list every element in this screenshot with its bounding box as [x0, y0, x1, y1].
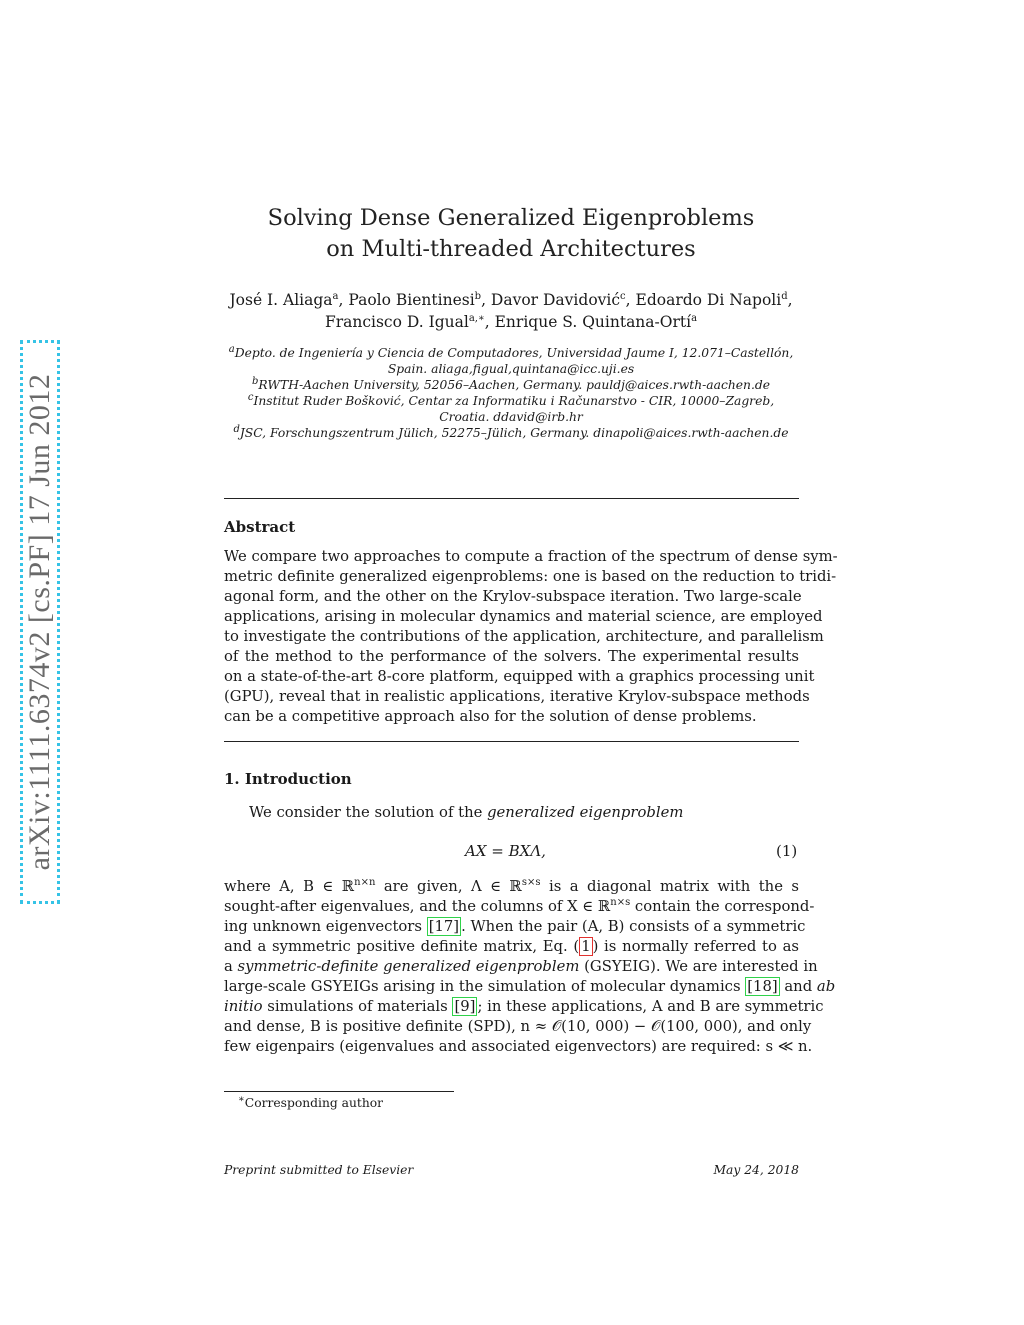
text: ; in these applications, A and B are symmetric — [477, 998, 824, 1015]
text: and a symmetric positive definite matrix, Eq. ( — [224, 938, 580, 955]
abstract-line: of the method to the performance of the solvers. The experimental results — [224, 648, 799, 665]
author-quintana-orti: , Enrique S. Quintana-Ortí — [484, 313, 692, 331]
footnote-mark: ∗ — [238, 1093, 245, 1105]
affiliation-c-cont: Croatia. ddavid@irb.hr — [439, 410, 583, 424]
abstract-line: applications, arising in molecular dynamics and material science, are employed — [224, 608, 823, 625]
author-di-napoli: , Edoardo Di Napoli — [625, 291, 782, 309]
intro-body — [224, 877, 836, 1057]
section-heading-introduction: 1. Introduction — [224, 770, 352, 788]
affiliation-c — [220, 393, 802, 409]
abstract-line: agonal form, and the other on the Krylov-subspace iteration. Two large-scale — [224, 588, 802, 605]
affil-sup: a — [228, 343, 235, 355]
citation-link-17[interactable]: [17] — [428, 918, 460, 935]
abstract-line: metric definite generalized eigenproblems: one is based on the reduction to tridi- — [224, 568, 837, 585]
author-aliaga: José I. Aliaga — [229, 291, 333, 309]
footer-preprint-note: Preprint submitted to Elsevier — [224, 1163, 414, 1177]
emphasis: initio — [224, 998, 263, 1015]
text: . When the pair (A, B) consists of a symmetric — [461, 918, 806, 935]
author-sup: a — [691, 312, 698, 324]
intro-line — [224, 917, 806, 937]
author-sup: b — [474, 290, 482, 302]
footer-date: May 24, 2018 — [713, 1163, 799, 1177]
affil-sup: c — [247, 391, 254, 403]
affil-text: JSC, Forschungszentrum Jülich, 52275–Jülich, Germany. dinapoli@aices.rwth-aachen.de — [239, 426, 789, 440]
author-davidovic: , Davor Davidović — [481, 291, 621, 309]
intro-lead-text: We consider the solution of the — [249, 804, 488, 821]
abstract-line: We compare two approaches to compute a fraction of the spectrum of dense sym- — [224, 548, 838, 565]
text: a — [224, 958, 238, 975]
abstract-line: (GPU), reveal that in realistic applications, iterative Krylov-subspace methods — [224, 688, 810, 705]
equation-1: AX = BXΛ, — [465, 842, 546, 860]
text: and — [779, 978, 817, 995]
intro-lead-emphasis: generalized eigenproblem — [487, 804, 684, 821]
emphasis: symmetric-definite generalized eigenproblem — [237, 958, 580, 975]
intro-line — [224, 897, 815, 917]
equation-number: (1) — [776, 842, 798, 860]
author-line-2 — [224, 311, 798, 333]
intro-line — [224, 877, 799, 897]
text: sought-after eigenvalues, and the columns of X ∈ ℝ — [224, 898, 611, 915]
author-sup: d — [781, 290, 788, 302]
affil-sup: d — [233, 423, 240, 435]
citation-link-18[interactable]: [18] — [747, 978, 778, 995]
intro-line: few eigenpairs (eigenvalues and associated eigenvectors) are required: s ≪ n. — [224, 1038, 813, 1055]
arxiv-identifier: arXiv:1111.6374v2 [cs.PF] 17 Jun 2012 — [23, 373, 56, 871]
affiliation-d — [220, 425, 802, 441]
text: where A, B ∈ ℝ — [224, 878, 355, 895]
affil-sup: b — [251, 375, 259, 387]
math-sup: n×n — [354, 877, 376, 889]
text: large-scale GSYEIGs arising in the simulation of molecular dynamics — [224, 978, 746, 995]
text: (GSYEIG). We are interested in — [579, 958, 818, 975]
citation-link-9[interactable]: [9] — [454, 998, 476, 1015]
affiliation-a-cont: Spain. aliaga,figual,quintana@icc.uji.es — [387, 362, 635, 376]
text: are given, Λ ∈ ℝ — [375, 878, 522, 895]
author-list — [224, 289, 798, 333]
affiliation-b — [220, 377, 802, 393]
abstract-top-rule — [224, 498, 799, 499]
affil-text: Depto. de Ingeniería y Ciencia de Computadores, Universidad Jaume I, 12.071–Castellón, — [234, 346, 794, 360]
abstract-heading: Abstract — [224, 518, 296, 536]
text: is a diagonal matrix with the s — [540, 878, 799, 895]
abstract-bottom-rule — [224, 741, 799, 742]
author-sup: a — [332, 290, 339, 302]
author-sup: c — [620, 290, 626, 302]
affiliation-a — [220, 345, 802, 361]
intro-line — [224, 937, 799, 957]
intro-line: and dense, B is positive definite (SPD), n ≈ 𝒪(10, 000) − 𝒪(100, 000), and only — [224, 1018, 812, 1035]
title-line-2: on Multi-threaded Architectures — [326, 236, 696, 262]
text: simulations of materials — [262, 998, 453, 1015]
footnote-rule — [224, 1091, 454, 1092]
text: ing unknown eigenvectors — [224, 918, 427, 935]
abstract-line: on a state-of-the-art 8-core platform, equipped with a graphics processing unit — [224, 668, 815, 685]
author-bientinesi: , Paolo Bientinesi — [338, 291, 475, 309]
title-line-1: Solving Dense Generalized Eigenproblems — [267, 205, 755, 231]
footnote — [238, 1093, 384, 1110]
intro-line — [224, 977, 836, 997]
footnote-text: Corresponding author — [244, 1096, 384, 1110]
emphasis: ab — [816, 978, 836, 995]
paper-title — [224, 203, 798, 265]
intro-line — [224, 957, 818, 977]
author-separator: , — [787, 291, 793, 309]
abstract-line: can be a competitive approach also for the solution of dense problems. — [224, 708, 757, 725]
abstract-body — [224, 547, 838, 727]
intro-line — [224, 997, 824, 1017]
author-igual: Francisco D. Igual — [324, 313, 469, 331]
math-sup: n×s — [610, 897, 631, 909]
math-sup: s×s — [521, 877, 541, 889]
intro-lead-sentence — [249, 804, 683, 821]
abstract-line: to investigate the contributions of the application, architecture, and parallelism — [224, 628, 824, 645]
affiliations — [220, 345, 802, 441]
affil-text: RWTH-Aachen University, 52056–Aachen, Germany. pauldj@aices.rwth-aachen.de — [258, 378, 771, 392]
text: contain the correspond- — [630, 898, 815, 915]
equation-link-1[interactable]: 1 — [581, 938, 591, 955]
author-line-1 — [224, 289, 798, 311]
text: ) is normally referred to as — [592, 938, 799, 955]
author-sup: a,∗ — [468, 312, 485, 324]
affil-text: Institut Ruder Bošković, Centar za Informatiku i Računarstvo - CIR, 10000–Zagreb, — [253, 394, 775, 408]
